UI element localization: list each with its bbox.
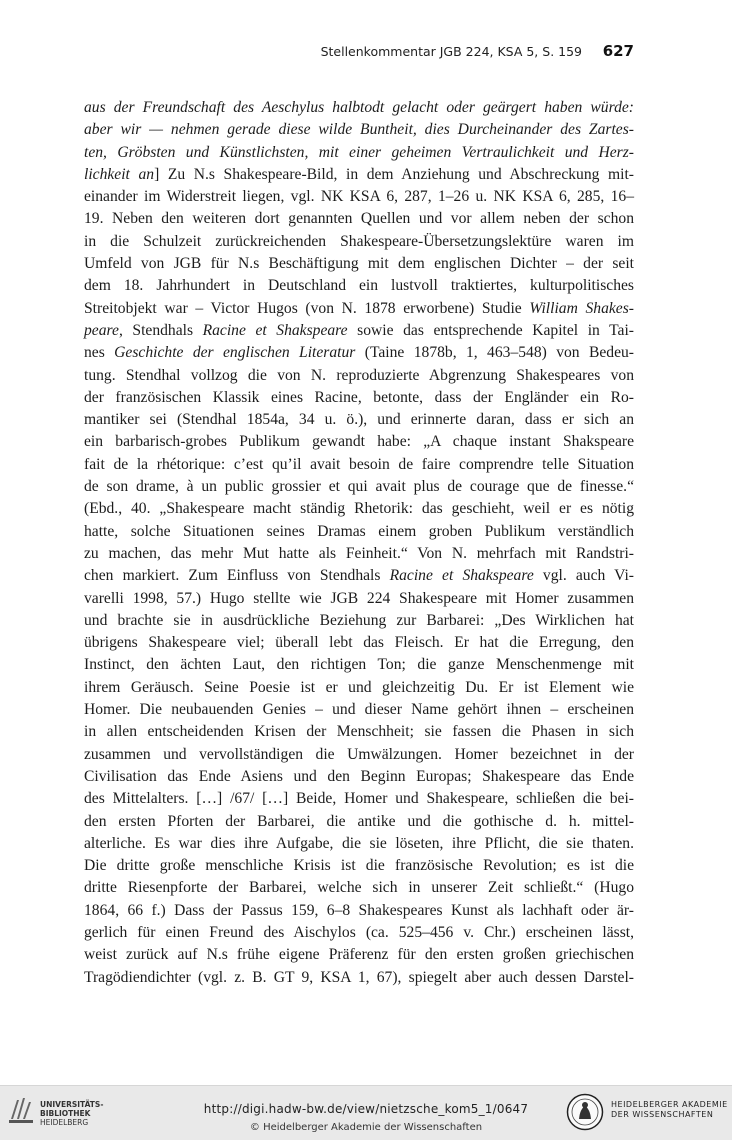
- academy-name: [611, 1100, 728, 1120]
- text-line: [84, 967, 634, 989]
- text-line: [84, 320, 634, 342]
- commentary-body-text: [84, 97, 634, 989]
- text-segment: des Mittelalters. […] /67/ […] Beide, Homer und Shakespeare, schließen die bei-: [84, 790, 634, 808]
- text-line: [84, 164, 634, 186]
- text-line: [84, 654, 634, 676]
- text-segment: den ersten Pforten der Barbarei, die antike und die gothische d. h. mittel-: [84, 812, 634, 830]
- page-footer: [0, 1085, 732, 1140]
- text-segment: (Ebd., 40. „Shakespeare macht ständig Rhetorik: das geschieht, weil er es nötig: [84, 500, 634, 518]
- text-segment: Homer. Die neubauenden Genies – und dieser Name gehört ihnen – erscheinen: [84, 701, 634, 719]
- italic-text-segment: ten, Gröbsten und Künstlichsten, mit einer geheimen Vertraulichkeit und Herz-: [84, 143, 634, 161]
- text-segment: 19. Neben den weiteren dort genannten Quellen und vor allem neben der schon: [84, 210, 634, 228]
- text-line: [84, 387, 634, 409]
- text-segment: Instinct, den ächten Laut, den richtigen Ton; die ganze Menschenmenge mit: [84, 656, 634, 674]
- italic-text-segment: Racine et Shakspeare: [389, 567, 534, 585]
- text-segment: dem 18. Jahrhundert in Deutschland ein lustvoll traktiertes, kulturpolitisches: [84, 277, 634, 295]
- italic-text-segment: William Shakes-: [529, 299, 634, 317]
- text-segment: gerlich für einen Freund des Aischylos (ca. 525–456 v. Chr.) erscheinen lässt,: [84, 923, 634, 941]
- text-segment: übrigens Shakespeare viel; überall lebt das Fleisch. Er hat die Erregung, den: [84, 634, 634, 652]
- text-segment: dritte Riesenpforte der Barbarei, welche sich in unserer Zeit schließt.“ (Hugo: [84, 879, 634, 897]
- text-segment: tung. Stendhal vollzog die von N. reproduzierte Abgrenzung Shakespeares von: [84, 366, 634, 384]
- page-number: 627: [602, 42, 634, 60]
- italic-text-segment: peare: [84, 321, 119, 339]
- text-line: [84, 498, 634, 520]
- text-segment: chen markiert. Zum Einfluss von Stendhals: [84, 567, 390, 585]
- running-header: [84, 42, 634, 64]
- text-segment: fait de la rhétorique: c’est qu’il avait besoin de faire comprendre telle Situation: [84, 455, 634, 473]
- text-segment: einander im Widerstreit liegen, vgl. NK KSA 6, 287, 1–26 u. NK KSA 6, 285, 16–: [84, 188, 634, 206]
- text-segment: vgl. auch Vi-: [533, 567, 635, 585]
- text-line: [84, 721, 634, 743]
- text-segment: de son drame, à un public grossier et qui avait plus de courage que de finesse.“: [84, 478, 634, 496]
- text-line: [84, 342, 634, 364]
- text-line: [84, 476, 634, 498]
- text-line: [84, 944, 634, 966]
- text-segment: ein barbarisch-grobes Publikum gewandt habe: „A chaque instant Shakspeare: [84, 433, 634, 451]
- text-segment: Tragödiendichter (vgl. z. B. GT 9, KSA 1, 67), spiegelt aber auch dessen Darstel-: [84, 968, 634, 986]
- text-line: [84, 521, 634, 543]
- text-line: [84, 632, 634, 654]
- text-line: [84, 699, 634, 721]
- text-segment: alterliche. Es war dies ihre Aufgabe, die sie löseten, ihre Pflicht, die sie thaten.: [84, 834, 634, 852]
- text-line: [84, 298, 634, 320]
- text-line: [84, 766, 634, 788]
- text-line: [84, 610, 634, 632]
- text-line: [84, 97, 634, 119]
- text-segment: sowie das entsprechende Kapitel in Tai-: [347, 321, 634, 339]
- text-line: [84, 409, 634, 431]
- copyright-notice: © Heidelberger Akademie der Wissenschaften: [249, 1122, 483, 1133]
- academy-name-line2: DER WISSENSCHAFTEN: [611, 1110, 714, 1119]
- text-line: [84, 208, 634, 230]
- text-segment: nes: [84, 344, 115, 362]
- text-segment: zusammen und vervollständigen die Umwälzungen. Homer bezeichnet in der: [84, 745, 634, 763]
- text-segment: und brachte sie in ausdrückliche Beziehung zur Barbarei: „Des Wirklichen hat: [84, 611, 634, 629]
- italic-text-segment: aber wir — nehmen gerade diese wilde Buntheit, dies Durcheinander des Zartes-: [84, 121, 634, 139]
- text-line: [84, 253, 634, 275]
- text-line: [84, 900, 634, 922]
- text-line: [84, 811, 634, 833]
- text-line: [84, 454, 634, 476]
- text-segment: in allen entscheidenden Krisen der Menschheit; sie fassen die Phasen in sich: [84, 723, 634, 741]
- permalink-url[interactable]: http://digi.hadw-bw.de/view/nietzsche_kom5_1/0647: [203, 1102, 529, 1116]
- text-line: [84, 543, 634, 565]
- text-segment: Umfeld von JGB für N.s Beschäftigung mit dem englischen Dichter – der seit: [84, 255, 634, 273]
- text-line: [84, 677, 634, 699]
- text-line: [84, 922, 634, 944]
- text-segment: 1864, 66 f.) Dass der Passus 159, 6–8 Shakespeares Kunst als lachhaft oder är-: [84, 901, 634, 919]
- academy-name-line1: HEIDELBERGER AKADEMIE: [611, 1100, 728, 1109]
- text-segment: (Taine 1878b, 1, 463–548) von Bedeu-: [355, 344, 635, 362]
- italic-text-segment: Racine et Shakspeare: [202, 321, 348, 339]
- text-line: [84, 142, 634, 164]
- text-segment: Civilisation das Ende Asiens und den Beginn Europas; Shakespeare das Ende: [84, 767, 634, 785]
- text-segment: ihrem Geräusch. Seine Poesie ist er und gleichzeitig Du. Er ist Element wie: [84, 678, 634, 696]
- text-segment: Streitobjekt war – Victor Hugos (von N. 1878 erworbene) Studie: [84, 299, 530, 317]
- running-head-title: Stellenkommentar JGB 224, KSA 5, S. 159: [320, 44, 582, 59]
- italic-text-segment: lichkeit an: [84, 165, 155, 183]
- text-line: [84, 877, 634, 899]
- text-line: [84, 833, 634, 855]
- text-line: [84, 275, 634, 297]
- text-line: [84, 365, 634, 387]
- library-name-line1: UNIVERSITÄTS-: [40, 1100, 104, 1109]
- text-segment: varelli 1998, 57.) Hugo stellte wie JGB 224 Shakespeare mit Homer zusammen: [84, 589, 634, 607]
- text-segment: zu machen, das mehr Mut hatte als Feinheit.“ Von N. mehrfach mit Randstri-: [84, 544, 634, 562]
- library-name-line2: BIBLIOTHEK: [40, 1109, 91, 1118]
- library-name-line3: HEIDELBERG: [40, 1118, 89, 1127]
- academy-seal-logo-icon: [566, 1093, 604, 1131]
- text-segment: , Stendhals: [118, 321, 203, 339]
- text-segment: mantiker sei (Stendhal 1854a, 34 u. ö.), und erinnerte daran, dass er sich an: [84, 411, 634, 429]
- italic-text-segment: aus der Freundschaft des Aeschylus halbtodt gelacht oder geärgert haben würde:: [84, 99, 634, 116]
- text-line: [84, 186, 634, 208]
- text-line: [84, 119, 634, 141]
- text-segment: der französischen Klassik eines Racine, betonte, dass der Engländer ein Ro-: [84, 388, 634, 406]
- text-segment: ] Zu N.s Shakespeare-Bild, in dem Anziehung und Abschreckung mit-: [154, 165, 634, 183]
- text-line: [84, 788, 634, 810]
- text-line: [84, 744, 634, 766]
- text-line: [84, 855, 634, 877]
- text-segment: hatte, solche Situationen seines Dramas einem groben Publikum verständlich: [84, 522, 634, 540]
- text-line: [84, 431, 634, 453]
- text-segment: Die dritte große menschliche Krisis ist die französische Revolution; es ist die: [84, 857, 634, 875]
- text-segment: in die Schulzeit zurückreichenden Shakespeare-Übersetzungslektüre waren im: [84, 232, 634, 250]
- text-line: [84, 231, 634, 253]
- text-line: [84, 588, 634, 610]
- text-line: [84, 565, 634, 587]
- text-segment: weist zurück auf N.s frühe eigene Präferenz für den ersten großen griechischen: [84, 946, 634, 964]
- italic-text-segment: Geschichte der englischen Literatur: [114, 344, 356, 362]
